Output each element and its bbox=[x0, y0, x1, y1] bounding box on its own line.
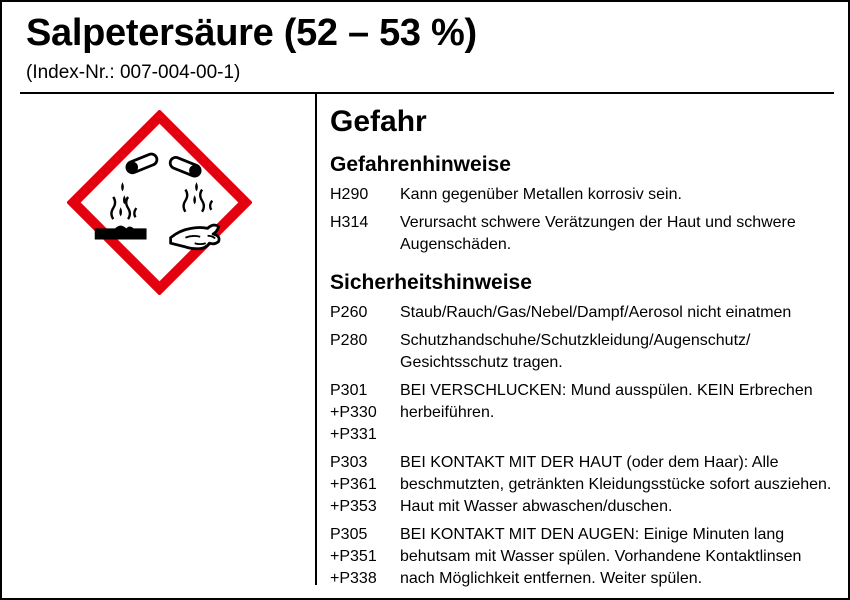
statement-code bbox=[330, 184, 400, 206]
statement-row bbox=[330, 302, 835, 324]
statement-code-part: +P331 bbox=[330, 426, 377, 443]
statement-code bbox=[330, 524, 400, 590]
statement-code-part: H314 bbox=[330, 214, 369, 231]
statement-code-part: P305 bbox=[330, 526, 368, 543]
statement-text: BEI KONTAKT MIT DER HAUT (oder dem Haar): Alle beschmutzten, getränkten Kleidungsstücke sofort ausziehen. Haut mit Wasser abwaschen/duschen. bbox=[400, 454, 832, 515]
statement-text: BEI KONTAKT MIT DEN AUGEN: Einige Minuten lang behutsam mit Wasser spülen. Vorhandene Kontaktlinsen nach Möglichkeit entfernen. Weiter spülen. bbox=[400, 526, 802, 587]
statement-row bbox=[330, 184, 835, 206]
statement-text: Schutzhandschuhe/Schutzkleidung/Augenschutz/ Gesichtsschutz tragen. bbox=[400, 332, 751, 371]
statement-code-part: P301 bbox=[330, 382, 368, 399]
statement-text: Verursacht schwere Verätzungen der Haut und schwere Augenschäden. bbox=[400, 214, 796, 253]
statement-code-part: +P330 bbox=[330, 404, 377, 421]
statement-code-part: P280 bbox=[330, 332, 368, 349]
statement-code bbox=[330, 380, 400, 446]
signal-word: Gefahr bbox=[330, 105, 427, 138]
statement-code bbox=[330, 452, 400, 518]
statements-panel bbox=[330, 102, 835, 596]
substance-title: Salpetersäure (52 – 53 %) bbox=[26, 12, 477, 54]
statement-code-part: +P338 bbox=[330, 570, 377, 587]
statement-code-part: +P353 bbox=[330, 498, 377, 515]
statement-text: BEI VERSCHLUCKEN: Mund ausspülen. KEIN Erbrechen herbeiführen. bbox=[400, 382, 813, 421]
header-divider bbox=[20, 92, 834, 94]
statement-text: Staub/Rauch/Gas/Nebel/Dampf/Aerosol nicht einatmen bbox=[400, 304, 792, 321]
precaution-heading: Sicherheitshinweise bbox=[330, 271, 532, 294]
statement-code-part: H290 bbox=[330, 186, 369, 203]
statement-code bbox=[330, 302, 400, 324]
index-number: (Index-Nr.: 007-004-00-1) bbox=[26, 62, 241, 83]
precaution-list bbox=[330, 302, 835, 590]
statement-text: Kann gegenüber Metallen korrosiv sein. bbox=[400, 186, 682, 203]
statement-row bbox=[330, 380, 835, 446]
statement-code-part: +P351 bbox=[330, 548, 377, 565]
hazard-list bbox=[330, 184, 835, 256]
hazard-heading: Gefahrenhinweise bbox=[330, 153, 511, 176]
statement-row bbox=[330, 330, 835, 374]
statement-code-part: P260 bbox=[330, 304, 368, 321]
corrosion-ghs05-icon bbox=[67, 110, 252, 295]
statement-row bbox=[330, 524, 835, 590]
statement-code bbox=[330, 330, 400, 374]
column-divider bbox=[315, 93, 317, 585]
statement-code bbox=[330, 212, 400, 256]
statement-row bbox=[330, 452, 835, 518]
statement-row bbox=[330, 212, 835, 256]
statement-code-part: +P361 bbox=[330, 476, 377, 493]
statement-code-part: P303 bbox=[330, 454, 368, 471]
